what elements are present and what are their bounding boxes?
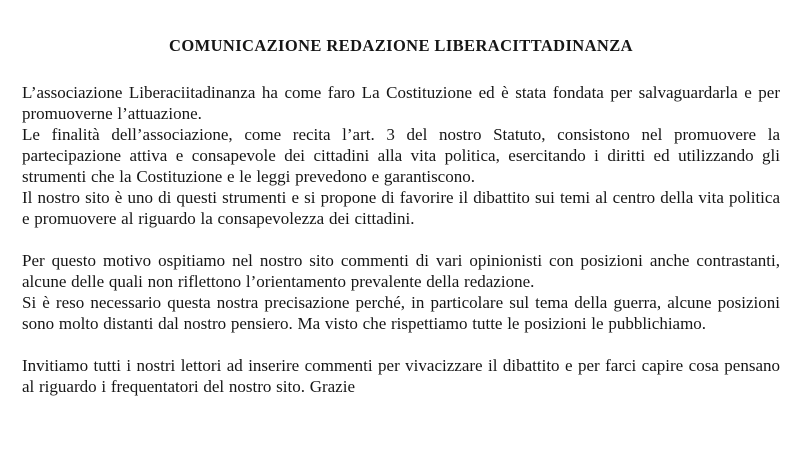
- invitation-section: [22, 355, 780, 397]
- paragraph-precisation-war: Si è reso necessario questa nostra precisazione perché, in particolare sul tema della guerra, alcune posizioni sono molto distanti dal nostro pensiero. Ma visto che rispettiamo tutte le posizioni le pubblichiamo.: [22, 293, 780, 333]
- paragraph-statute-goals: Le finalità dell’associazione, come recita l’art. 3 del nostro Statuto, consistono nel promuovere la partecipazione attiva e consapevole dei cittadini alla vita politica, esercitando i diritti ed utilizzando gli strumenti che la Costituzione e le leggi prevedono e garantiscono.: [22, 125, 780, 186]
- document-title: COMUNICAZIONE REDAZIONE LIBERACITTADINANZA: [169, 36, 633, 55]
- paragraph-opinions-hosted: Per questo motivo ospitiamo nel nostro sito commenti di vari opinionisti con posizioni anche contrastanti, alcune delle quali non riflettono l’orientamento prevalente della redazione.: [22, 251, 780, 291]
- intro-section: [22, 82, 780, 229]
- paragraph-reader-invitation: Invitiamo tutti i nostri lettori ad inserire commenti per vivacizzare il dibattito e per farci capire cosa pensano al riguardo i frequentatori del nostro sito. Grazie: [22, 356, 780, 396]
- paragraph-association-purpose: L’associazione Liberaciitadinanza ha come faro La Costituzione ed è stata fondata per salvaguardarla e per promuoverne l’attuazione.: [22, 83, 780, 123]
- clarification-section: [22, 250, 780, 334]
- paragraph-site-purpose: Il nostro sito è uno di questi strumenti e si propone di favorire il dibattito sui temi al centro della vita politica e promuovere al riguardo la consapevolezza dei cittadini.: [22, 188, 780, 228]
